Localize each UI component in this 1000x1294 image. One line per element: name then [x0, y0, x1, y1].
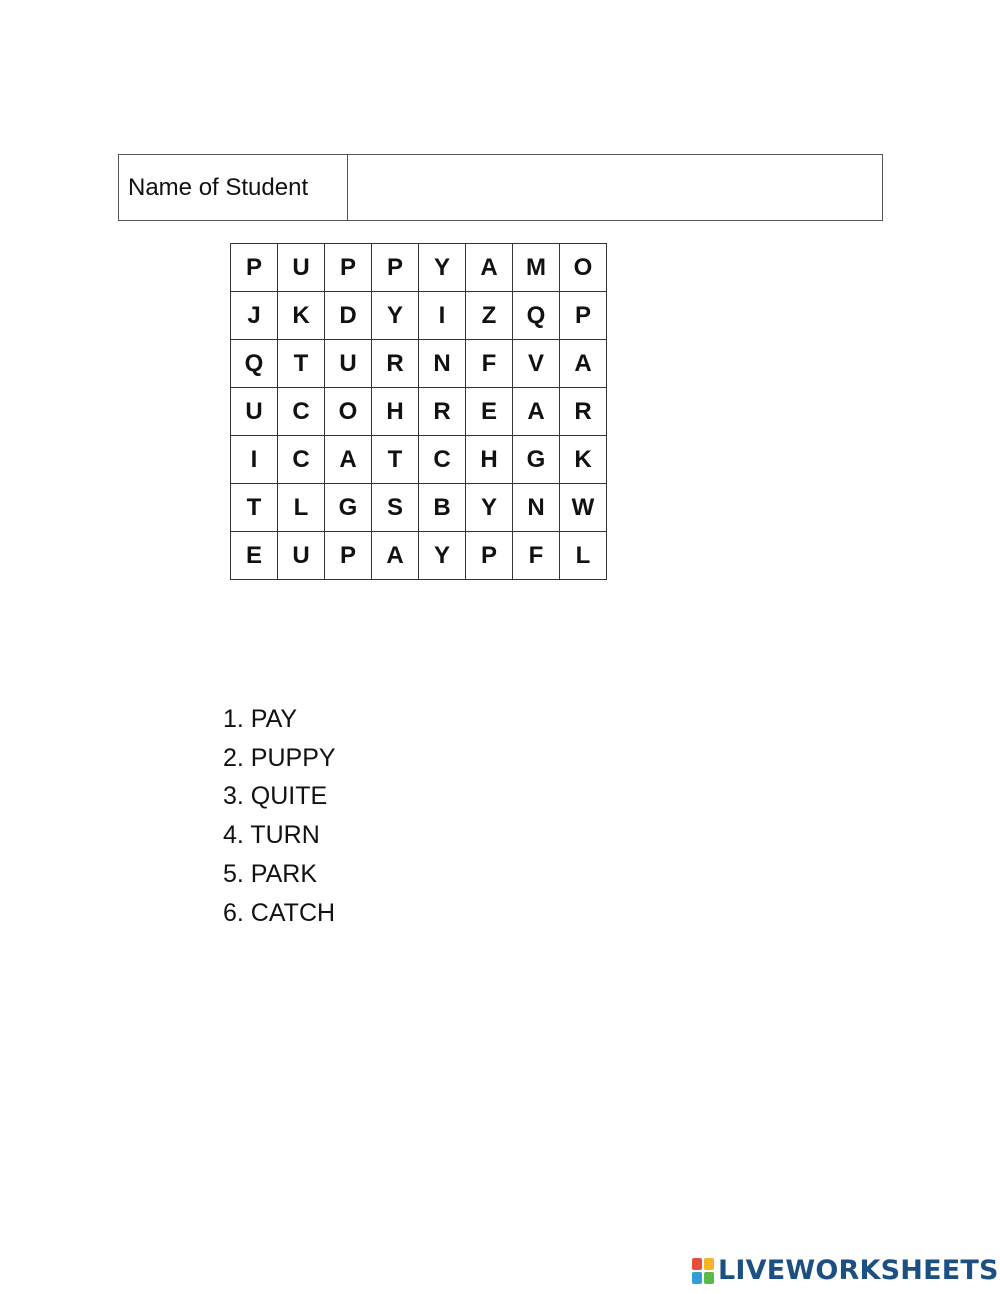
grid-letter-cell[interactable]: P — [325, 532, 372, 580]
brand-name: LIVEWORKSHEETS — [718, 1255, 999, 1286]
grid-letter-cell[interactable]: I — [231, 436, 278, 484]
student-name-table — [118, 154, 883, 221]
grid-letter-cell[interactable]: P — [466, 532, 513, 580]
grid-row — [231, 484, 607, 532]
grid-letter-cell[interactable]: H — [466, 436, 513, 484]
grid-letter-cell[interactable]: Y — [419, 244, 466, 292]
word-list-item: 4. TURN — [223, 821, 320, 850]
grid-letter-cell[interactable]: Z — [466, 292, 513, 340]
grid-letter-cell[interactable]: F — [513, 532, 560, 580]
grid-letter-cell[interactable]: N — [513, 484, 560, 532]
grid-letter-cell[interactable]: U — [278, 244, 325, 292]
logo-square — [704, 1272, 714, 1284]
grid-row — [231, 340, 607, 388]
grid-letter-cell[interactable]: G — [325, 484, 372, 532]
grid-letter-cell[interactable]: W — [560, 484, 607, 532]
grid-letter-cell[interactable]: T — [372, 436, 419, 484]
grid-letter-cell[interactable]: G — [513, 436, 560, 484]
grid-letter-cell[interactable]: C — [278, 436, 325, 484]
grid-letter-cell[interactable]: E — [231, 532, 278, 580]
word-list-item: 3. QUITE — [223, 782, 328, 811]
grid-letter-cell[interactable]: P — [560, 292, 607, 340]
grid-letter-cell[interactable]: Y — [372, 292, 419, 340]
grid-letter-cell[interactable]: J — [231, 292, 278, 340]
grid-row — [231, 388, 607, 436]
grid-letter-cell[interactable]: V — [513, 340, 560, 388]
word-list-item: 1. PAY — [223, 705, 298, 733]
grid-letter-cell[interactable]: S — [372, 484, 419, 532]
grid-letter-cell[interactable]: Q — [513, 292, 560, 340]
grid-letter-cell[interactable]: F — [466, 340, 513, 388]
word-list-item: 6. CATCH — [223, 898, 336, 927]
word-search-grid — [230, 243, 607, 580]
grid-letter-cell[interactable]: C — [278, 388, 325, 436]
grid-letter-cell[interactable]: R — [560, 388, 607, 436]
word-list — [223, 700, 336, 932]
grid-letter-cell[interactable]: Q — [231, 340, 278, 388]
grid-letter-cell[interactable]: O — [325, 388, 372, 436]
grid-letter-cell[interactable]: R — [419, 388, 466, 436]
student-name-input[interactable] — [348, 156, 882, 220]
grid-letter-cell[interactable]: A — [372, 532, 419, 580]
liveworksheets-logo-icon — [692, 1258, 714, 1284]
grid-row — [231, 244, 607, 292]
logo-square — [692, 1258, 702, 1270]
grid-letter-cell[interactable]: T — [278, 340, 325, 388]
grid-letter-cell[interactable]: A — [325, 436, 372, 484]
grid-row — [231, 532, 607, 580]
grid-letter-cell[interactable]: L — [278, 484, 325, 532]
grid-row — [231, 436, 607, 484]
word-list-item: 2. PUPPY — [223, 743, 336, 772]
grid-letter-cell[interactable]: P — [231, 244, 278, 292]
grid-letter-cell[interactable]: R — [372, 340, 419, 388]
grid-letter-cell[interactable]: I — [419, 292, 466, 340]
grid-letter-cell[interactable]: T — [231, 484, 278, 532]
grid-letter-cell[interactable]: M — [513, 244, 560, 292]
grid-letter-cell[interactable]: Y — [419, 532, 466, 580]
liveworksheets-logo — [692, 1255, 999, 1286]
grid-letter-cell[interactable]: D — [325, 292, 372, 340]
name-of-student-label: Name of Student — [119, 155, 348, 221]
grid-letter-cell[interactable]: K — [278, 292, 325, 340]
grid-letter-cell[interactable]: B — [419, 484, 466, 532]
word-list-item: 5. PARK — [223, 859, 318, 888]
grid-letter-cell[interactable]: H — [372, 388, 419, 436]
grid-letter-cell[interactable]: L — [560, 532, 607, 580]
grid-letter-cell[interactable]: Y — [466, 484, 513, 532]
grid-letter-cell[interactable]: P — [325, 244, 372, 292]
grid-letter-cell[interactable]: A — [466, 244, 513, 292]
logo-square — [704, 1258, 714, 1270]
grid-letter-cell[interactable]: A — [560, 340, 607, 388]
grid-letter-cell[interactable]: A — [513, 388, 560, 436]
grid-letter-cell[interactable]: E — [466, 388, 513, 436]
name-input-cell — [348, 155, 883, 221]
grid-letter-cell[interactable]: P — [372, 244, 419, 292]
grid-row — [231, 292, 607, 340]
grid-letter-cell[interactable]: U — [231, 388, 278, 436]
grid-letter-cell[interactable]: U — [325, 340, 372, 388]
grid-letter-cell[interactable]: U — [278, 532, 325, 580]
grid-letter-cell[interactable]: O — [560, 244, 607, 292]
logo-square — [692, 1272, 702, 1284]
grid-letter-cell[interactable]: C — [419, 436, 466, 484]
grid-letter-cell[interactable]: N — [419, 340, 466, 388]
grid-letter-cell[interactable]: K — [560, 436, 607, 484]
